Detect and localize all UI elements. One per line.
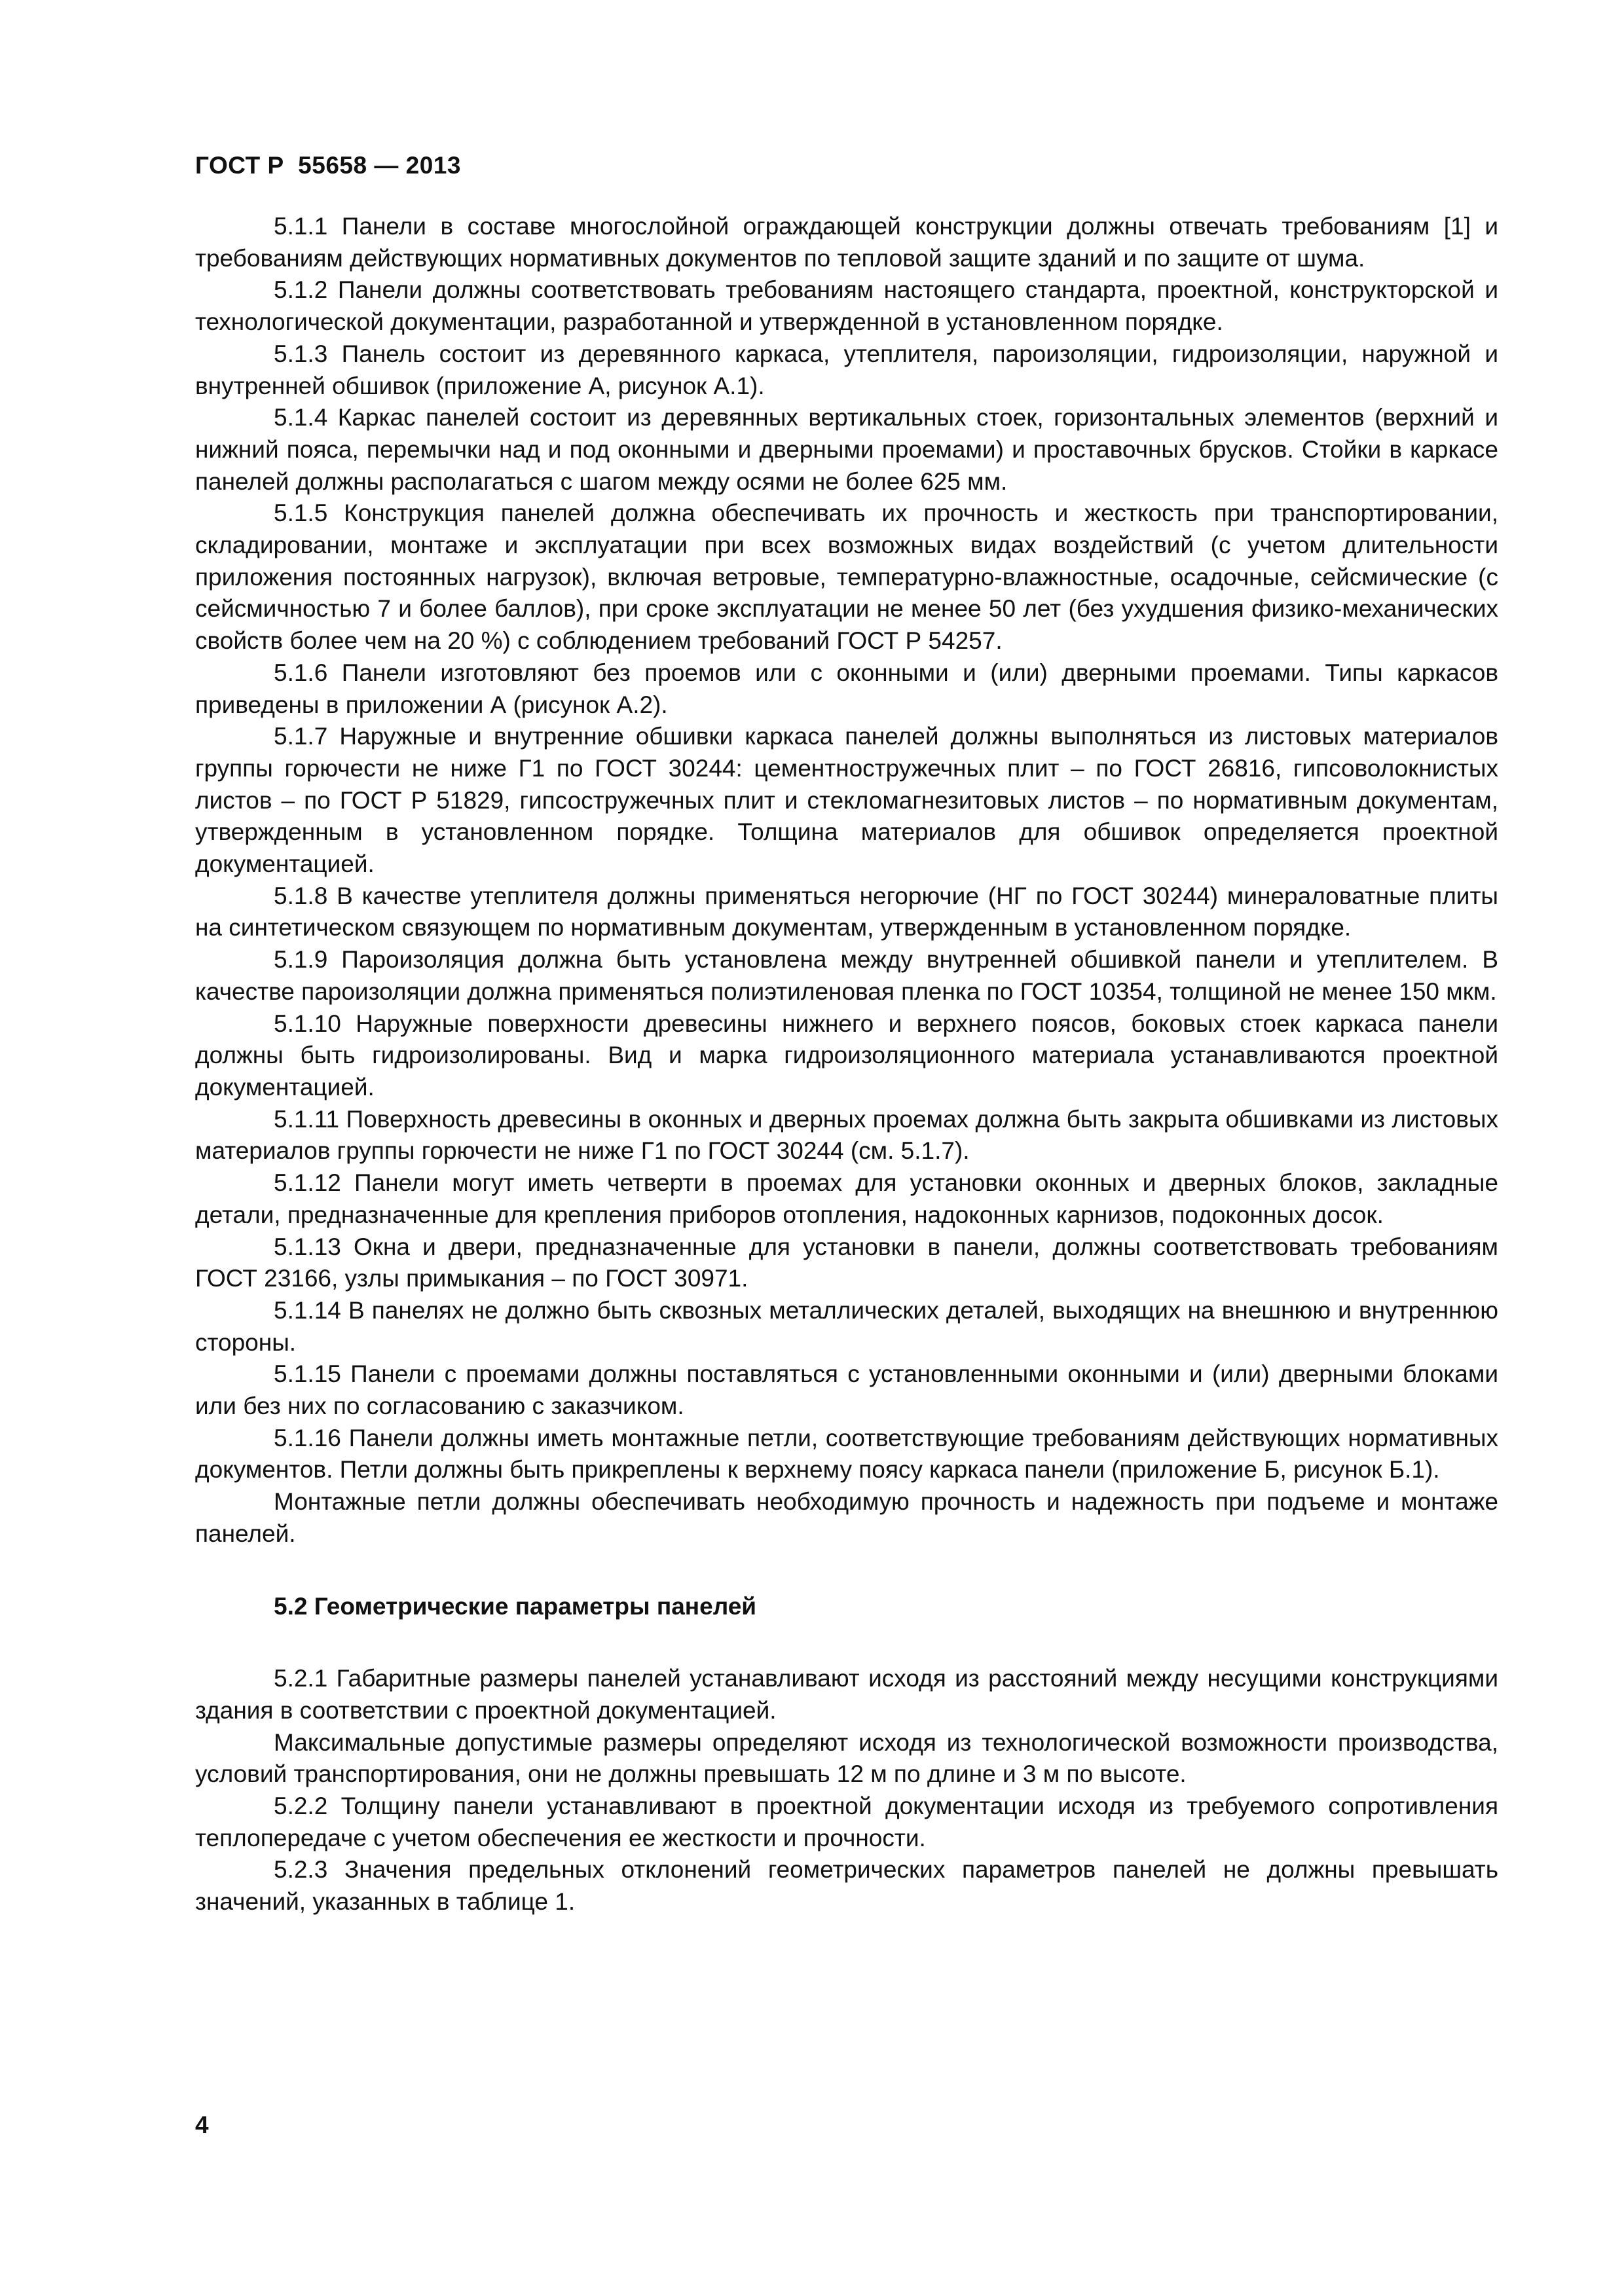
section-heading-5-2: 5.2 Геометрические параметры панелей (274, 1592, 757, 1620)
paragraph-5-1-10: 5.1.10 Наружные поверхности древесины нижнего и верхнего поясов, боковых стоек каркаса панели должны быть гидроизолированы. Вид и марка гидроизоляционного материала устанавливаются проектной документацией. (195, 1010, 1498, 1101)
paragraph-5-1-1: 5.1.1 Панели в составе многослойной ограждающей конструкции должны отвечать требованиям [1] и требованиям действующих нормативных документов по тепловой защите зданий и по защите от шума. (195, 213, 1498, 272)
paragraph-5-1-15: 5.1.15 Панели с проемами должны поставляться с установленными оконными и (или) дверными блоками или без них по согласованию с заказчиком. (195, 1360, 1498, 1420)
paragraph-5-1-9: 5.1.9 Пароизоляция должна быть установлена между внутренней обшивкой панели и утеплителем. В качестве пароизоляции должна применяться полиэтиленовая пленка по ГОСТ 10354, толщиной не менее 150 мкм. (195, 946, 1498, 1005)
paragraph-5-1-2: 5.1.2 Панели должны соответствовать требованиям настоящего стандарта, проектной, конструкторской и технологической документации, разработанной и утвержденной в установленном порядке. (195, 276, 1498, 336)
paragraph-5-1-4: 5.1.4 Каркас панелей состоит из деревянных вертикальных стоек, горизонтальных элементов (верхний и нижний пояса, перемычки над и под оконными и дверными проемами) и проставочных брусков. Стойки в каркасе панелей должны располагаться с шагом между осями не более 625 мм. (195, 404, 1498, 495)
paragraph-5-2-1: 5.2.1 Габаритные размеры панелей устанавливают исходя из расстояний между несущими конструкциями здания в соответствии с проектной документацией. (195, 1665, 1498, 1724)
page-number: 4 (195, 2111, 209, 2138)
paragraph-5-1-8: 5.1.8 В качестве утеплителя должны применяться негорючие (НГ по ГОСТ 30244) минераловатные плиты на синтетическом связующем по нормативным документам, утвержденным в установленном порядке. (195, 882, 1498, 941)
paragraph-5-1-14: 5.1.14 В панелях не должно быть сквозных металлических деталей, выходящих на внешнюю и внутреннюю стороны. (195, 1296, 1498, 1356)
paragraph-5-1-11: 5.1.11 Поверхность древесины в оконных и дверных проемах должна быть закрыта обшивками из листовых материалов группы горючести не ниже Г1 по ГОСТ 30244 (см. 5.1.7). (195, 1105, 1498, 1165)
spacer (195, 1550, 1498, 1591)
paragraph-5-1-3: 5.1.3 Панель состоит из деревянного каркаса, утеплителя, пароизоляции, гидроизоляции, наружной и внутренней обшивок (приложение А, рисунок А.1). (195, 340, 1498, 399)
document-body (195, 211, 1498, 1918)
spacer (195, 1622, 1498, 1663)
paragraph-5-1-13: 5.1.13 Окна и двери, предназначенные для установки в панели, должны соответствовать требованиям ГОСТ 23166, узлы примыкания – по ГОСТ 30971. (195, 1233, 1498, 1292)
paragraph-5-2-2: 5.2.2 Толщину панели устанавливают в проектной документации исходя из требуемого сопротивления теплопередаче с учетом обеспечения ее жесткости и прочности. (195, 1793, 1498, 1851)
paragraph-5-1-16: 5.1.16 Панели должны иметь монтажные петли, соответствующие требованиям действующих нормативных документов. Петли должны быть прикреплены к верхнему поясу каркаса панели (приложение Б, рисунок Б.1). (195, 1424, 1498, 1484)
paragraph-5-1-5: 5.1.5 Конструкция панелей должна обеспечивать их прочность и жесткость при транспортировании, складировании, монтаже и эксплуатации при всех возможных видах воздействий (с учетом длительности приложения постоянных нагрузок), включая ветровые, температурно-влажностные, осадочные, сейсмические (с сейсмичностью 7 и более баллов), при сроке эксплуатации не менее 50 лет (без ухудшения физико-механических свойств более чем на 20 %) с соблюдением требований ГОСТ Р 54257. (195, 500, 1498, 655)
paragraph-5-1-6: 5.1.6 Панели изготовляют без проемов или с оконными и (или) дверными проемами. Типы каркасов приведены в приложении А (рисунок А.2). (195, 659, 1498, 718)
paragraph-max-dimensions: Максимальные допустимые размеры определяют исходя из технологической возможности производства, условий транспортирования, они не должны превышать 12 м по длине и 3 м по высоте. (195, 1728, 1498, 1788)
paragraph-5-2-3: 5.2.3 Значения предельных отклонений геометрических параметров панелей не должны превышать значений, указанных в таблице 1. (195, 1856, 1498, 1916)
paragraph-mounting-loops: Монтажные петли должны обеспечивать необходимую прочность и надежность при подъеме и монтаже панелей. (195, 1488, 1498, 1547)
paragraph-5-1-7: 5.1.7 Наружные и внутренние обшивки каркаса панелей должны выполняться из листовых материалов группы горючести не ниже Г1 по ГОСТ 30244: цементностружечных плит – по ГОСТ 26816, гипсоволокнистых листов – по ГОСТ Р 51829, гипсостружечных плит и стекломагнезитовых листов – по нормативным документам, утвержденным в установленном порядке. Толщина материалов для обшивок определяется проектной документацией. (195, 723, 1498, 878)
document-header-code: ГОСТ Р 55658 — 2013 (195, 152, 461, 179)
paragraph-5-1-12: 5.1.12 Панели могут иметь четверти в проемах для установки оконных и дверных блоков, закладные детали, предназначенные для крепления приборов отопления, надоконных карнизов, подоконных досок. (195, 1169, 1498, 1228)
